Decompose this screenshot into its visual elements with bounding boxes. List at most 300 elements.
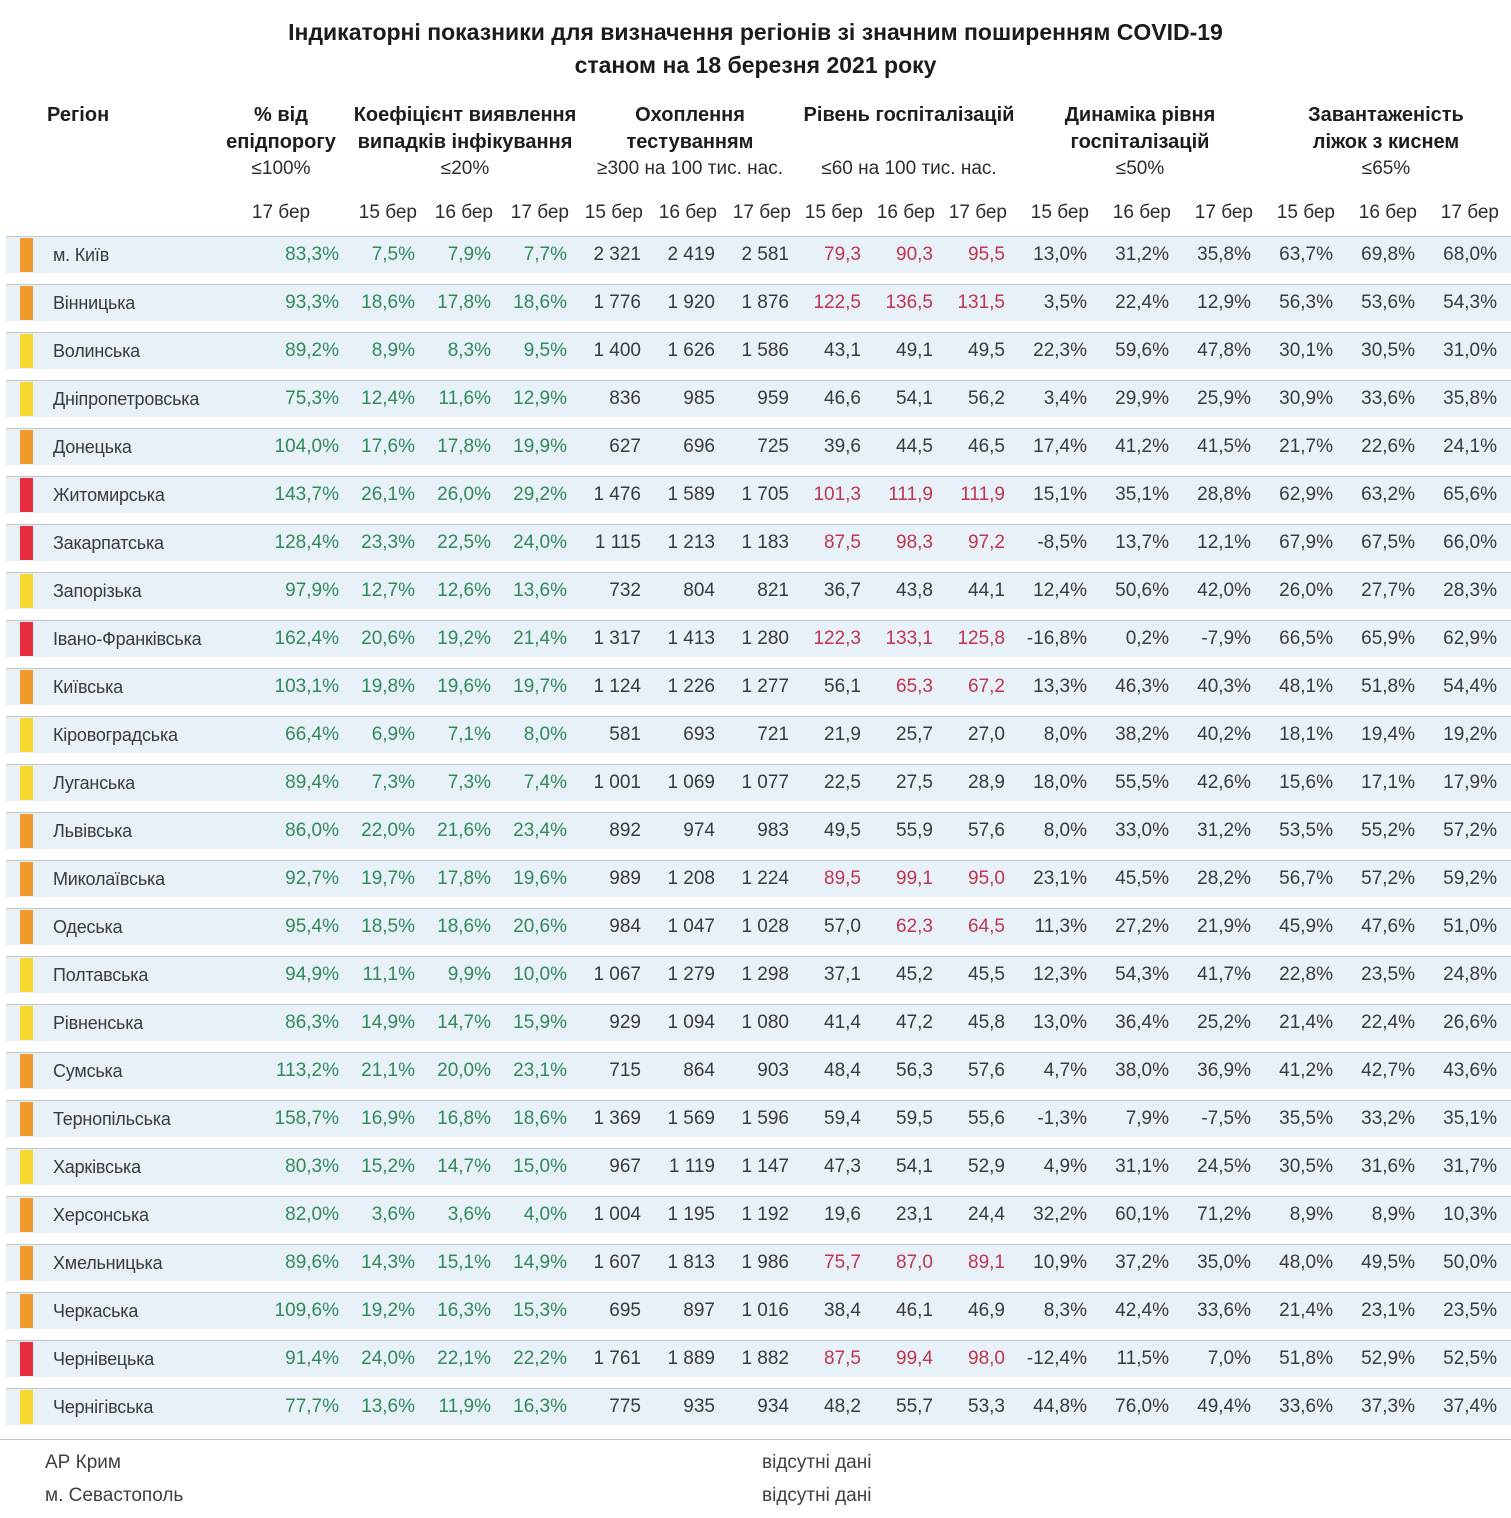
- cell-oxygen-bed-load: 8,9%: [1371, 1204, 1415, 1225]
- cell-hospitalization-dynamics: 59,6%: [1115, 340, 1169, 361]
- cell-hospitalization-level: 39,6: [824, 436, 861, 457]
- cell-hospitalization-level: 44,5: [896, 436, 933, 457]
- cell-oxygen-bed-load: 28,3%: [1443, 580, 1497, 601]
- cell-testing-coverage: 1 876: [741, 292, 789, 313]
- cell-detection-coef: 22,2%: [513, 1348, 567, 1369]
- cell-oxygen-bed-load: 66,0%: [1443, 532, 1497, 553]
- cell-hospitalization-dynamics: 25,9%: [1197, 388, 1251, 409]
- cell-hospitalization-level: 62,3: [896, 916, 933, 937]
- cell-hospitalization-level: 28,9: [968, 772, 1005, 793]
- cell-oxygen-bed-load: 33,2%: [1361, 1108, 1415, 1129]
- cell-oxygen-bed-load: 65,6%: [1443, 484, 1497, 505]
- region-name: Харківська: [53, 1156, 141, 1177]
- cell-hospitalization-dynamics: 40,3%: [1197, 676, 1251, 697]
- cell-oxygen-bed-load: 30,5%: [1361, 340, 1415, 361]
- alert-level-indicator: [20, 910, 33, 944]
- region-cell: [6, 909, 211, 945]
- region-name: Київська: [53, 676, 123, 697]
- cell-hospitalization-level: 55,7: [896, 1396, 933, 1417]
- cell-oxygen-bed-load: 67,5%: [1361, 532, 1415, 553]
- table-row: [6, 236, 1511, 273]
- cell-hospitalization-level: 57,6: [968, 820, 1005, 841]
- cell-hospitalization-level: 19,6: [824, 1204, 861, 1225]
- cell-oxygen-bed-load: 31,7%: [1443, 1156, 1497, 1177]
- cell-detection-coef: 3,6%: [447, 1204, 491, 1225]
- cell-oxygen-bed-load: 23,5%: [1361, 964, 1415, 985]
- alert-level-indicator: [20, 622, 33, 656]
- cell-oxygen-bed-load: 17,9%: [1443, 772, 1497, 793]
- table-row: [6, 956, 1511, 993]
- cell-hospitalization-dynamics: 13,0%: [1033, 1012, 1087, 1033]
- cell-detection-coef: 20,0%: [437, 1060, 491, 1081]
- cell-hospitalization-dynamics: 33,0%: [1115, 820, 1169, 841]
- cell-hospitalization-dynamics: 8,0%: [1043, 820, 1087, 841]
- cell-epidthreshold: 86,3%: [285, 1012, 339, 1033]
- cell-epidthreshold: 158,7%: [274, 1108, 339, 1129]
- cell-hospitalization-dynamics: 11,5%: [1116, 1348, 1169, 1369]
- cell-hospitalization-dynamics: 35,1%: [1115, 484, 1169, 505]
- cell-detection-coef: 11,1%: [362, 964, 415, 985]
- alert-level-indicator: [20, 526, 33, 560]
- cell-testing-coverage: 1 016: [741, 1300, 789, 1321]
- table-row: [6, 716, 1511, 753]
- cell-hospitalization-dynamics: 15,1%: [1033, 484, 1087, 505]
- cell-testing-coverage: 1 400: [593, 340, 641, 361]
- cell-hospitalization-dynamics: 35,0%: [1197, 1252, 1251, 1273]
- cell-testing-coverage: 983: [757, 820, 789, 841]
- cell-hospitalization-dynamics: 3,5%: [1043, 292, 1087, 313]
- cell-testing-coverage: 1 889: [667, 1348, 715, 1369]
- cell-epidthreshold: 128,4%: [274, 532, 339, 553]
- cell-detection-coef: 19,6%: [513, 868, 567, 889]
- cell-hospitalization-level: 56,1: [824, 676, 861, 697]
- cell-hospitalization-dynamics: 36,9%: [1197, 1060, 1251, 1081]
- cell-detection-coef: 7,3%: [371, 772, 415, 793]
- cell-oxygen-bed-load: 62,9%: [1443, 628, 1497, 649]
- cell-hospitalization-dynamics: 13,3%: [1033, 676, 1087, 697]
- cell-testing-coverage: 725: [757, 436, 789, 457]
- cell-testing-coverage: 1 213: [667, 532, 715, 553]
- cell-hospitalization-level: 38,4: [824, 1300, 861, 1321]
- table-row: [6, 1196, 1511, 1233]
- cell-oxygen-bed-load: 18,1%: [1279, 724, 1333, 745]
- cell-hospitalization-level: 79,3: [824, 244, 861, 265]
- cell-detection-coef: 7,5%: [371, 244, 415, 265]
- date-spacer: [6, 202, 211, 224]
- table-row: [6, 572, 1511, 609]
- cell-detection-coef: 23,3%: [361, 532, 415, 553]
- region-cell: [6, 765, 211, 801]
- cell-testing-coverage: 2 321: [593, 244, 641, 265]
- cell-testing-coverage: 627: [609, 436, 641, 457]
- cell-detection-coef: 26,1%: [361, 484, 415, 505]
- cell-epidthreshold: 93,3%: [285, 292, 339, 313]
- cell-oxygen-bed-load: 41,2%: [1279, 1060, 1333, 1081]
- cell-testing-coverage: 581: [609, 724, 641, 745]
- cell-hospitalization-level: 46,5: [968, 436, 1005, 457]
- cell-testing-coverage: 989: [609, 868, 641, 889]
- cell-hospitalization-dynamics: -16,8%: [1026, 628, 1087, 649]
- cell-hospitalization-level: 111,9: [960, 484, 1005, 505]
- region-name: Чернівецька: [53, 1348, 155, 1369]
- cell-oxygen-bed-load: 30,1%: [1279, 340, 1333, 361]
- region-cell: [6, 1245, 211, 1281]
- cell-testing-coverage: 1 226: [667, 676, 715, 697]
- cell-hospitalization-dynamics: 44,8%: [1033, 1396, 1087, 1417]
- cell-hospitalization-dynamics: 4,7%: [1043, 1060, 1087, 1081]
- cell-hospitalization-dynamics: 42,6%: [1197, 772, 1251, 793]
- cell-hospitalization-level: 75,7: [824, 1252, 861, 1273]
- alert-level-indicator: [20, 814, 33, 848]
- region-name: Дніпропетровська: [53, 388, 200, 409]
- cell-hospitalization-level: 122,5: [813, 292, 861, 313]
- cell-testing-coverage: 804: [683, 580, 715, 601]
- alert-level-indicator: [20, 1150, 33, 1184]
- cell-hospitalization-dynamics: 71,2%: [1197, 1204, 1251, 1225]
- date-header: 17 бер: [732, 202, 791, 223]
- cell-testing-coverage: 1 920: [667, 292, 715, 313]
- region-cell: [6, 381, 211, 417]
- cell-oxygen-bed-load: 55,2%: [1361, 820, 1415, 841]
- cell-testing-coverage: 1 115: [594, 532, 641, 553]
- cell-detection-coef: 15,9%: [513, 1012, 567, 1033]
- cell-detection-coef: 14,9%: [513, 1252, 567, 1273]
- region-name: Черкаська: [53, 1300, 139, 1321]
- date-header: 15 бер: [1030, 202, 1089, 223]
- cell-hospitalization-level: 43,8: [896, 580, 933, 601]
- cell-epidthreshold: 143,7%: [274, 484, 339, 505]
- cell-hospitalization-dynamics: 32,2%: [1033, 1204, 1087, 1225]
- region-name: Тернопільська: [53, 1108, 171, 1129]
- cell-testing-coverage: 967: [609, 1156, 641, 1177]
- cell-hospitalization-dynamics: 12,9%: [1197, 292, 1251, 313]
- cell-hospitalization-level: 131,5: [957, 292, 1005, 313]
- date-header: 15 бер: [358, 202, 417, 223]
- cell-hospitalization-dynamics: 7,9%: [1125, 1108, 1169, 1129]
- region-cell: [6, 525, 211, 561]
- cell-hospitalization-dynamics: 42,4%: [1115, 1300, 1169, 1321]
- table-row: [6, 1340, 1511, 1377]
- cell-hospitalization-dynamics: 31,1%: [1115, 1156, 1169, 1177]
- cell-hospitalization-dynamics: 12,3%: [1033, 964, 1087, 985]
- cell-oxygen-bed-load: 8,9%: [1289, 1204, 1333, 1225]
- cell-hospitalization-level: 87,0: [896, 1252, 933, 1273]
- cell-testing-coverage: 903: [757, 1060, 789, 1081]
- cell-hospitalization-level: 59,4: [824, 1108, 861, 1129]
- cell-oxygen-bed-load: 26,6%: [1443, 1012, 1497, 1033]
- cell-detection-coef: 15,0%: [513, 1156, 567, 1177]
- cell-oxygen-bed-load: 53,5%: [1279, 820, 1333, 841]
- cell-hospitalization-level: 98,0: [968, 1348, 1005, 1369]
- cell-hospitalization-level: 55,6: [968, 1108, 1005, 1129]
- cell-epidthreshold: 109,6%: [274, 1300, 339, 1321]
- date-header: 17 бер: [1194, 202, 1253, 223]
- cell-testing-coverage: 821: [757, 580, 789, 601]
- region-name: Львівська: [53, 820, 132, 841]
- cell-detection-coef: 18,6%: [513, 1108, 567, 1129]
- alert-level-indicator: [20, 718, 33, 752]
- cell-hospitalization-level: 53,3: [968, 1396, 1005, 1417]
- cell-hospitalization-level: 56,3: [896, 1060, 933, 1081]
- region-cell: [6, 477, 211, 513]
- cell-oxygen-bed-load: 22,8%: [1279, 964, 1333, 985]
- region-name: Запорізька: [53, 580, 142, 601]
- cell-testing-coverage: 1 569: [667, 1108, 715, 1129]
- column-group-threshold: ≥300 на 100 тис. нас.: [597, 158, 783, 179]
- cell-detection-coef: 18,6%: [513, 292, 567, 313]
- cell-oxygen-bed-load: 56,3%: [1279, 292, 1333, 313]
- table-row: [6, 1292, 1511, 1329]
- cell-oxygen-bed-load: 24,1%: [1443, 436, 1497, 457]
- cell-detection-coef: 14,7%: [437, 1012, 491, 1033]
- cell-testing-coverage: 897: [683, 1300, 715, 1321]
- table-row: [6, 476, 1511, 513]
- cell-testing-coverage: 732: [609, 580, 641, 601]
- column-group-1: [211, 102, 351, 180]
- cell-testing-coverage: 1 705: [741, 484, 789, 505]
- cell-hospitalization-dynamics: 8,0%: [1043, 724, 1087, 745]
- cell-detection-coef: 16,9%: [361, 1108, 415, 1129]
- cell-detection-coef: 15,3%: [513, 1300, 567, 1321]
- cell-hospitalization-level: 89,1: [968, 1252, 1005, 1273]
- alert-level-indicator: [20, 1102, 33, 1136]
- cell-testing-coverage: 1 004: [593, 1204, 641, 1225]
- cell-hospitalization-level: 48,2: [824, 1396, 861, 1417]
- cell-oxygen-bed-load: 63,2%: [1361, 484, 1415, 505]
- cell-detection-coef: 8,3%: [447, 340, 491, 361]
- cell-detection-coef: 13,6%: [513, 580, 567, 601]
- cell-detection-coef: 7,7%: [523, 244, 567, 265]
- cell-hospitalization-dynamics: 31,2%: [1197, 820, 1251, 841]
- cell-testing-coverage: 1 080: [741, 1012, 789, 1033]
- cell-testing-coverage: 934: [757, 1396, 789, 1417]
- column-group-title: Охоплення тестуванням: [626, 104, 754, 153]
- alert-level-indicator: [20, 1294, 33, 1328]
- region-name: Вінницька: [53, 292, 136, 313]
- cell-hospitalization-dynamics: 17,4%: [1033, 436, 1087, 457]
- region-name: АР Крим: [45, 1452, 121, 1473]
- alert-level-indicator: [20, 862, 33, 896]
- region-cell: [6, 861, 211, 897]
- no-data-row: [0, 1485, 1511, 1518]
- cell-hospitalization-dynamics: 50,6%: [1115, 580, 1169, 601]
- cell-detection-coef: 19,8%: [361, 676, 415, 697]
- cell-hospitalization-level: 57,0: [824, 916, 861, 937]
- table-row: [6, 908, 1511, 945]
- table-row: [6, 428, 1511, 465]
- region-name: Сумська: [53, 1060, 123, 1081]
- cell-hospitalization-dynamics: 49,4%: [1197, 1396, 1251, 1417]
- column-group-title: Завантаженість ліжок з киснем: [1308, 104, 1464, 153]
- cell-hospitalization-dynamics: 27,2%: [1115, 916, 1169, 937]
- cell-detection-coef: 15,1%: [437, 1252, 491, 1273]
- cell-testing-coverage: 1 476: [593, 484, 641, 505]
- cell-hospitalization-level: 43,1: [824, 340, 861, 361]
- cell-hospitalization-dynamics: 22,3%: [1033, 340, 1087, 361]
- cell-oxygen-bed-load: 59,2%: [1443, 868, 1497, 889]
- region-cell: [6, 1293, 211, 1329]
- cell-oxygen-bed-load: 54,4%: [1443, 676, 1497, 697]
- cell-hospitalization-dynamics: 38,2%: [1115, 724, 1169, 745]
- cell-oxygen-bed-load: 19,2%: [1443, 724, 1497, 745]
- cell-testing-coverage: 1 067: [593, 964, 641, 985]
- cell-testing-coverage: 715: [609, 1060, 641, 1081]
- cell-hospitalization-dynamics: 4,9%: [1043, 1156, 1087, 1177]
- cell-oxygen-bed-load: 31,0%: [1443, 340, 1497, 361]
- cell-testing-coverage: 1 369: [593, 1108, 641, 1129]
- cell-hospitalization-dynamics: 10,9%: [1033, 1252, 1087, 1273]
- cell-detection-coef: 7,1%: [447, 724, 491, 745]
- region-name: Хмельницька: [53, 1252, 163, 1273]
- region-name: Одеська: [53, 916, 123, 937]
- region-name: Херсонська: [53, 1204, 149, 1225]
- cell-hospitalization-level: 36,7: [824, 580, 861, 601]
- cell-hospitalization-dynamics: 47,8%: [1197, 340, 1251, 361]
- date-header: 15 бер: [804, 202, 863, 223]
- cell-testing-coverage: 1 195: [667, 1204, 715, 1225]
- column-group-4: [801, 102, 1017, 180]
- cell-detection-coef: 17,8%: [437, 868, 491, 889]
- cell-detection-coef: 23,4%: [513, 820, 567, 841]
- cell-hospitalization-level: 46,9: [968, 1300, 1005, 1321]
- cell-hospitalization-level: 133,1: [885, 628, 933, 649]
- cell-testing-coverage: 1 069: [667, 772, 715, 793]
- cell-hospitalization-dynamics: 13,0%: [1033, 244, 1087, 265]
- cell-hospitalization-dynamics: 0,2%: [1125, 628, 1169, 649]
- cell-hospitalization-level: 45,5: [968, 964, 1005, 985]
- cell-oxygen-bed-load: 35,1%: [1443, 1108, 1497, 1129]
- cell-oxygen-bed-load: 15,6%: [1279, 772, 1333, 793]
- table-row: [6, 1244, 1511, 1281]
- region-cell: [6, 237, 211, 273]
- region-name: Полтавська: [53, 964, 149, 985]
- cell-detection-coef: 8,9%: [371, 340, 415, 361]
- column-group-6: [1263, 102, 1509, 180]
- alert-level-indicator: [20, 1198, 33, 1232]
- cell-hospitalization-level: 57,6: [968, 1060, 1005, 1081]
- cell-testing-coverage: 1 147: [741, 1156, 789, 1177]
- column-group-title: Динаміка рівня госпіталізацій: [1064, 104, 1216, 153]
- no-data-row: [0, 1452, 1511, 1485]
- table-row: [6, 332, 1511, 369]
- cell-hospitalization-dynamics: -8,5%: [1037, 532, 1087, 553]
- cell-epidthreshold: 86,0%: [285, 820, 339, 841]
- table-row: [6, 860, 1511, 897]
- cell-epidthreshold: 104,0%: [274, 436, 339, 457]
- cell-hospitalization-dynamics: 46,3%: [1115, 676, 1169, 697]
- cell-testing-coverage: 985: [683, 388, 715, 409]
- cell-hospitalization-level: 24,4: [968, 1204, 1005, 1225]
- cell-hospitalization-dynamics: -12,4%: [1026, 1348, 1087, 1369]
- region-name: Івано-Франківська: [53, 628, 202, 649]
- cell-oxygen-bed-load: 19,4%: [1361, 724, 1415, 745]
- cell-oxygen-bed-load: 63,7%: [1279, 244, 1333, 265]
- cell-detection-coef: 10,0%: [513, 964, 567, 985]
- cell-epidthreshold: 162,4%: [274, 628, 339, 649]
- alert-level-indicator: [20, 1006, 33, 1040]
- cell-oxygen-bed-load: 62,9%: [1279, 484, 1333, 505]
- cell-detection-coef: 16,3%: [437, 1300, 491, 1321]
- cell-oxygen-bed-load: 24,8%: [1443, 964, 1497, 985]
- region-cell: [6, 1005, 211, 1041]
- cell-hospitalization-dynamics: 37,2%: [1115, 1252, 1169, 1273]
- cell-testing-coverage: 696: [683, 436, 715, 457]
- date-header: 16 бер: [876, 202, 935, 223]
- cell-detection-coef: 16,3%: [513, 1396, 567, 1417]
- cell-oxygen-bed-load: 33,6%: [1279, 1396, 1333, 1417]
- cell-hospitalization-dynamics: 33,6%: [1197, 1300, 1251, 1321]
- cell-hospitalization-level: 55,9: [896, 820, 933, 841]
- column-group-threshold: ≤60 на 100 тис. нас.: [821, 158, 997, 179]
- cell-oxygen-bed-load: 30,5%: [1279, 1156, 1333, 1177]
- cell-oxygen-bed-load: 10,3%: [1443, 1204, 1497, 1225]
- cell-oxygen-bed-load: 42,7%: [1361, 1060, 1415, 1081]
- cell-hospitalization-dynamics: 12,1%: [1197, 532, 1251, 553]
- cell-hospitalization-level: 95,0: [968, 868, 1005, 889]
- cell-oxygen-bed-load: 57,2%: [1361, 868, 1415, 889]
- region-cell: [6, 1101, 211, 1137]
- cell-testing-coverage: 1 882: [741, 1348, 789, 1369]
- cell-detection-coef: 24,0%: [513, 532, 567, 553]
- alert-level-indicator: [20, 1246, 33, 1280]
- cell-hospitalization-dynamics: 18,0%: [1033, 772, 1087, 793]
- cell-oxygen-bed-load: 52,9%: [1361, 1348, 1415, 1369]
- region-cell: [6, 1341, 211, 1377]
- cell-testing-coverage: 1 586: [741, 340, 789, 361]
- cell-hospitalization-dynamics: 40,2%: [1197, 724, 1251, 745]
- column-group-threshold: ≤50%: [1115, 158, 1165, 179]
- cell-detection-coef: 9,5%: [523, 340, 567, 361]
- region-cell: [6, 429, 211, 465]
- cell-epidthreshold: 66,4%: [285, 724, 339, 745]
- date-header: 17 бер: [510, 202, 569, 223]
- cell-hospitalization-level: 27,5: [896, 772, 933, 793]
- alert-level-indicator: [20, 766, 33, 800]
- cell-oxygen-bed-load: 22,6%: [1361, 436, 1415, 457]
- cell-hospitalization-level: 46,6: [824, 388, 861, 409]
- cell-detection-coef: 11,6%: [438, 388, 491, 409]
- cell-testing-coverage: 1 001: [593, 772, 641, 793]
- cell-hospitalization-dynamics: 8,3%: [1043, 1300, 1087, 1321]
- cell-hospitalization-dynamics: 41,7%: [1197, 964, 1251, 985]
- cell-hospitalization-dynamics: 41,2%: [1115, 436, 1169, 457]
- cell-testing-coverage: 1 124: [593, 676, 641, 697]
- cell-testing-coverage: 1 094: [667, 1012, 715, 1033]
- cell-hospitalization-dynamics: 24,5%: [1197, 1156, 1251, 1177]
- region-cell: [6, 1389, 211, 1425]
- cell-detection-coef: 18,6%: [437, 916, 491, 937]
- region-name: Волинська: [53, 340, 140, 361]
- cell-epidthreshold: 82,0%: [285, 1204, 339, 1225]
- date-header: 15 бер: [1276, 202, 1335, 223]
- cell-epidthreshold: 89,6%: [285, 1252, 339, 1273]
- cell-testing-coverage: 1 589: [667, 484, 715, 505]
- cell-oxygen-bed-load: 23,5%: [1443, 1300, 1497, 1321]
- cell-hospitalization-level: 54,1: [896, 388, 933, 409]
- cell-detection-coef: 19,6%: [437, 676, 491, 697]
- cell-oxygen-bed-load: 48,1%: [1279, 676, 1333, 697]
- cell-hospitalization-dynamics: 23,1%: [1033, 868, 1087, 889]
- cell-testing-coverage: 2 581: [741, 244, 789, 265]
- cell-hospitalization-dynamics: 38,0%: [1115, 1060, 1169, 1081]
- date-header: 16 бер: [1358, 202, 1417, 223]
- cell-testing-coverage: 1 224: [741, 868, 789, 889]
- cell-hospitalization-dynamics: 35,8%: [1197, 244, 1251, 265]
- date-header: 16 бер: [658, 202, 717, 223]
- cell-testing-coverage: 1 183: [741, 532, 789, 553]
- cell-testing-coverage: 1 413: [667, 628, 715, 649]
- region-name: Житомирська: [53, 484, 165, 505]
